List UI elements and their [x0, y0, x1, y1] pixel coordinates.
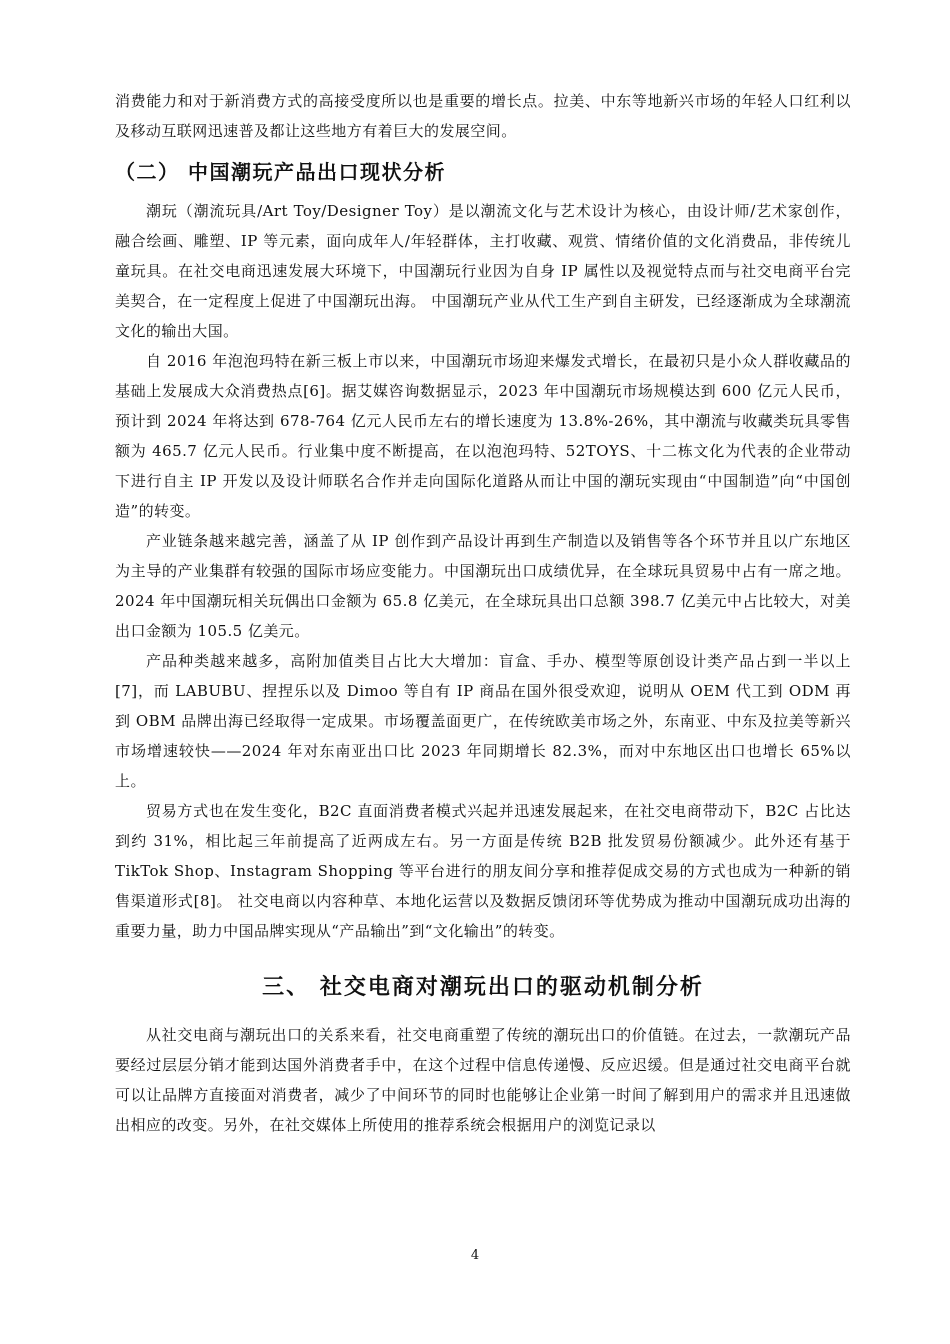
- paragraph-product-categories: 产品种类越来越多，高附加值类目占比大大增加：盲盒、手办、模型等原创设计类产品占到一半以上[7]，而 LABUBU、捏捏乐以及 Dimoo 等自有 IP 商品在国外很受欢迎，说明从 OEM 代工到 ODM 再到 OBM 品牌出海已经取得一定成果。市场覆盖面更广，在传统欧美市场之外，东南亚、中东及拉美等新兴市场增速较快——2024 年对东南亚出口比 2023 年同期增长 82.3%，而对中东地区出口也增长 65%以上。: [115, 652, 851, 790]
- page-body: [115, 86, 851, 1140]
- paragraph-trade-methods: 贸易方式也在发生变化，B2C 直面消费者模式兴起并迅速发展起来，在社交电商带动下，B2C 占比达到约 31%，相比起三年前提高了近两成左右。另一方面是传统 B2B 批发贸易份额减少。此外还有基于 TikTok Shop、Instagram Shopping 等平台进行的朋友间分享和推荐促成交易的方式也成为一种新的销售渠道形式[8]。 社交电商以内容种草、本地化运营以及数据反馈闭环等优势成为推动中国潮玩成功出海的重要力量，助力中国品牌实现从“产品输出”到“文化输出”的转变。: [115, 802, 851, 940]
- section-heading-2: （二） 中国潮玩产品出口现状分析: [115, 160, 446, 184]
- paragraph-value-chain: 从社交电商与潮玩出口的关系来看，社交电商重塑了传统的潮玩出口的价值链。在过去，一款潮玩产品要经过层层分销才能到达国外消费者手中，在这个过程中信息传递慢、反应迟缓。但是通过社交电商平台就可以让品牌方直接面对消费者，减少了中间环节的同时也能够让企业第一时间了解到用户的需求并且迅速做出相应的改变。另外，在社交媒体上所使用的推荐系统会根据用户的浏览记录以: [115, 1026, 851, 1134]
- paragraph-industry-chain: 产业链条越来越完善，涵盖了从 IP 创作到产品设计再到生产制造以及销售等各个环节并且以广东地区为主导的产业集群有较强的国际市场应变能力。中国潮玩出口成绩优异，在全球玩具贸易中占有一席之地。2024 年中国潮玩相关玩偶出口金额为 65.8 亿美元，在全球玩具出口总额 398.7 亿美元中占比较大，对美出口金额为 105.5 亿美元。: [115, 532, 851, 640]
- paragraph-art-toy-definition: 潮玩（潮流玩具/Art Toy/Designer Toy）是以潮流文化与艺术设计为核心，由设计师/艺术家创作，融合绘画、雕塑、IP 等元素，面向成年人/年轻群体，主打收藏、观赏、情绪价值的文化消费品，非传统儿童玩具。在社交电商迅速发展大环境下，中国潮玩行业因为自身 IP 属性以及视觉特点而与社交电商平台完美契合，在一定程度上促进了中国潮玩出海。 中国潮玩产业从代工生产到自主研发，已经逐渐成为全球潮流文化的输出大国。: [115, 202, 851, 340]
- paragraph-continued: 消费能力和对于新消费方式的高接受度所以也是重要的增长点。拉美、中东等地新兴市场的年轻人口红利以及移动互联网迅速普及都让这些地方有着巨大的发展空间。: [115, 92, 851, 140]
- paragraph-market-growth: 自 2016 年泡泡玛特在新三板上市以来，中国潮玩市场迎来爆发式增长，在最初只是小众人群收藏品的基础上发展成大众消费热点[6]。据艾媒咨询数据显示，2023 年中国潮玩市场规模达到 600 亿元人民币，预计到 2024 年将达到 678-764 亿元人民币左右的增长速度为 13.8%-26%，其中潮流与收藏类玩具零售额为 465.7 亿元人民币。行业集中度不断提高，在以泡泡玛特、52TOYS、十二栋文化为代表的企业带动下进行自主 IP 开发以及设计师联名合作并走向国际化道路从而让中国的潮玩实现由“中国制造”向“中国创造”的转变。: [115, 352, 851, 520]
- page-number: 4: [470, 1248, 480, 1263]
- section-heading-3: 三、 社交电商对潮玩出口的驱动机制分析: [262, 975, 704, 1000]
